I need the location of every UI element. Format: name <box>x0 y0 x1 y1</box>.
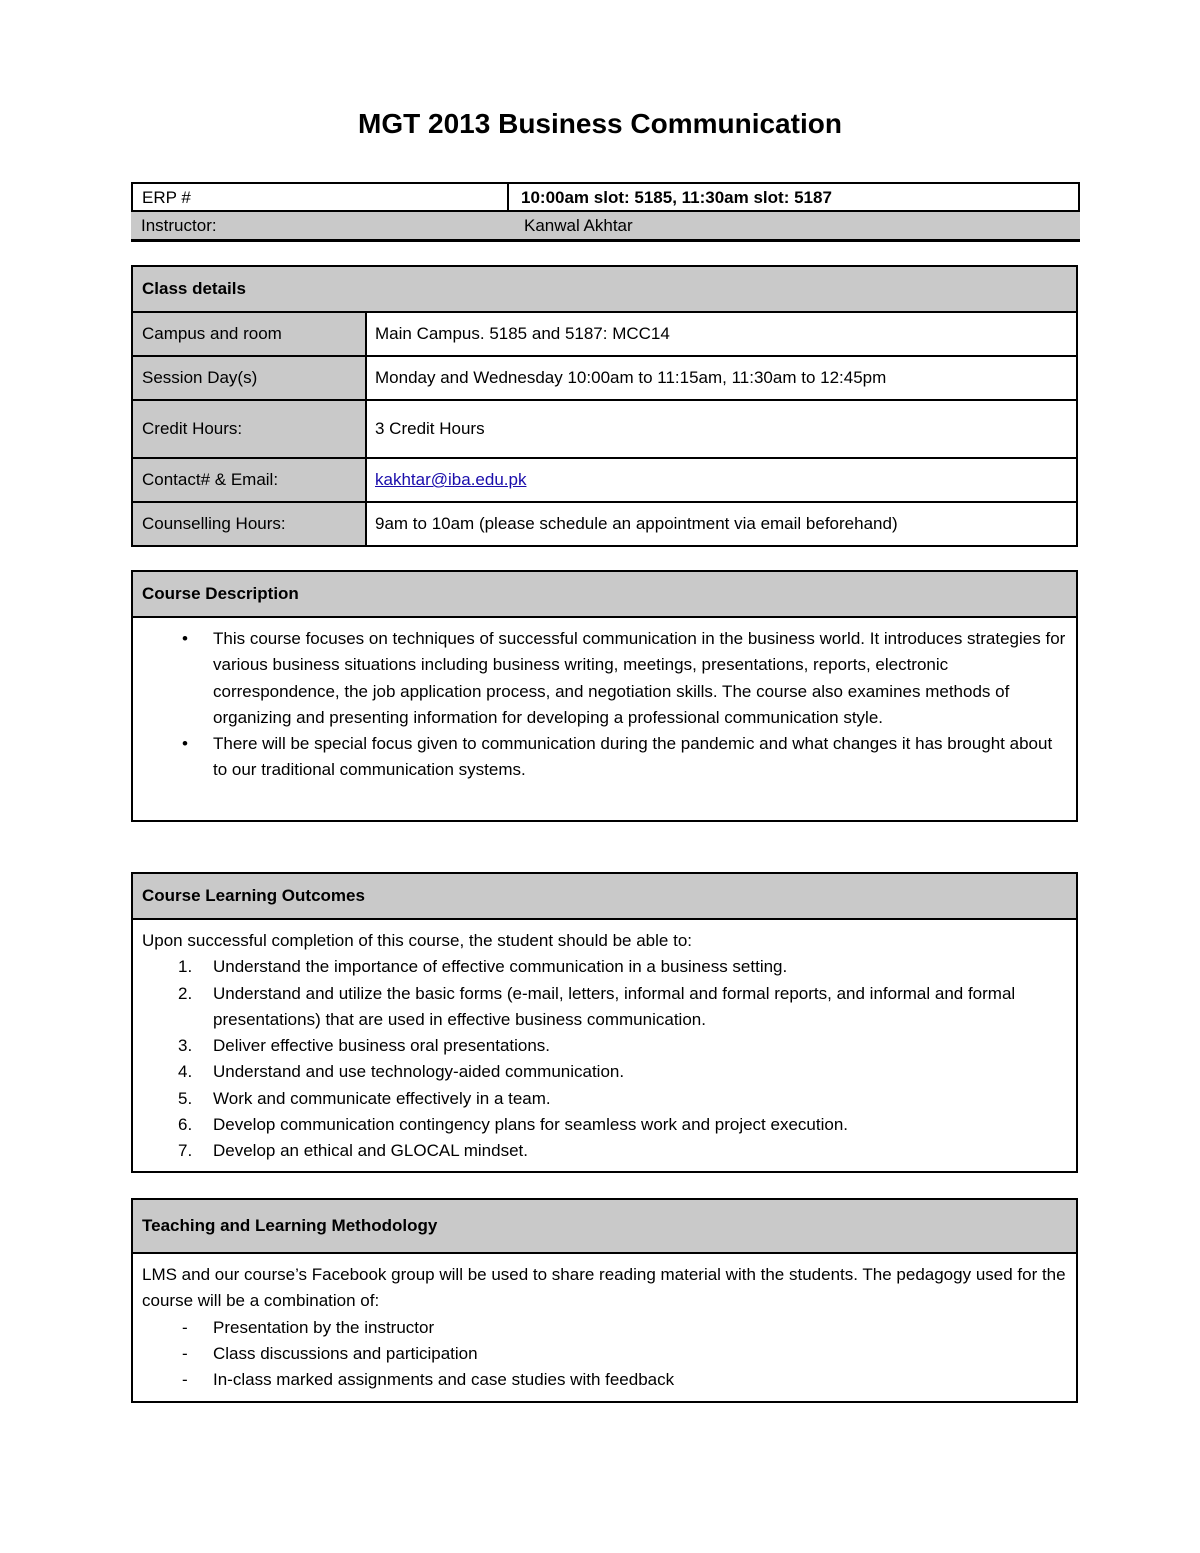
method-text: Presentation by the instructor <box>213 1317 435 1337</box>
dash-icon: - <box>182 1370 188 1390</box>
erp-table <box>131 182 1080 242</box>
outcome-text: Develop an ethical and GLOCAL mindset. <box>213 1141 528 1161</box>
methodology-body <box>133 1254 1076 1401</box>
contact-label: Contact# & Email: <box>133 459 367 501</box>
campus-label: Campus and room <box>133 313 367 355</box>
dash-icon: - <box>182 1317 188 1337</box>
counselling-label: Counselling Hours: <box>133 503 367 545</box>
contact-value <box>367 459 1076 501</box>
list-item <box>142 731 1067 784</box>
description-text: This course focuses on techniques of successful communication in the business world. It introduces strategies for various business situations including business writing, meetings, presentations, reports, electronic correspondence, the job application process, and negotiation skills. The course also examines methods of organizing and presenting information for developing a professional communication style. <box>213 629 1066 727</box>
table-row <box>133 501 1076 545</box>
session-days-label: Session Day(s) <box>133 357 367 399</box>
instructor-label: Instructor: <box>141 216 217 235</box>
outcome-text: Deliver effective business oral presentations. <box>213 1036 551 1056</box>
instructor-value: Kanwal Akhtar <box>524 216 633 235</box>
course-description-body <box>133 618 1076 792</box>
credit-hours-value: 3 Credit Hours <box>375 419 485 438</box>
methodology-intro: LMS and our course’s Facebook group will be used to share reading material with the students. The pedagogy used for the course will be a combination of: <box>142 1265 1066 1311</box>
list-item <box>142 1315 1067 1341</box>
list-item <box>142 1059 1067 1085</box>
course-description-header: Course Description <box>133 572 1076 618</box>
instructor-row <box>131 212 1080 242</box>
outcome-text: Understand the importance of effective communication in a business setting. <box>213 957 788 977</box>
outcome-text: Understand and use technology-aided communication. <box>213 1062 625 1082</box>
campus-value: Main Campus. 5185 and 5187: MCC14 <box>375 324 670 343</box>
table-row <box>133 311 1076 355</box>
list-item <box>142 1112 1067 1138</box>
method-text: Class discussions and participation <box>213 1343 478 1363</box>
list-item <box>142 954 1067 980</box>
class-details-header: Class details <box>133 267 1076 311</box>
page-title: MGT 2013 Business Communication <box>358 108 842 139</box>
outcome-text: Work and communicate effectively in a team. <box>213 1088 551 1108</box>
list-item <box>142 1138 1067 1164</box>
bullet-icon: • <box>182 734 188 754</box>
course-description-box <box>131 570 1078 822</box>
list-item <box>142 1341 1067 1367</box>
methodology-box <box>131 1198 1078 1403</box>
learning-outcomes-header: Course Learning Outcomes <box>133 874 1076 920</box>
description-text: There will be special focus given to communication during the pandemic and what changes it has brought about to our traditional communication systems. <box>213 734 1053 780</box>
list-number: 2. <box>178 983 193 1003</box>
list-item <box>142 1033 1067 1059</box>
list-number: 6. <box>178 1115 193 1135</box>
erp-value: 10:00am slot: 5185, 11:30am slot: 5187 <box>509 182 1080 212</box>
list-item <box>142 1367 1067 1393</box>
erp-label: ERP # <box>131 182 509 212</box>
list-number: 4. <box>178 1062 193 1082</box>
email-link[interactable]: kakhtar@iba.edu.pk <box>375 470 527 489</box>
list-number: 7. <box>178 1141 193 1161</box>
erp-row <box>131 182 1080 212</box>
outcome-text: Develop communication contingency plans for seamless work and project execution. <box>213 1115 848 1135</box>
class-details-table <box>131 265 1078 547</box>
list-item <box>142 1086 1067 1112</box>
learning-outcomes-box <box>131 872 1078 1173</box>
list-item <box>142 981 1067 1034</box>
list-number: 1. <box>178 957 193 977</box>
learning-outcomes-body <box>133 920 1076 1173</box>
learning-outcomes-intro: Upon successful completion of this course, the student should be able to: <box>142 931 692 950</box>
credit-hours-label: Credit Hours: <box>133 401 367 457</box>
table-row <box>133 355 1076 399</box>
outcome-text: Understand and utilize the basic forms (e-mail, letters, informal and formal reports, and informal and formal presentations) that are used in effective business communication. <box>213 983 1016 1029</box>
methodology-header: Teaching and Learning Methodology <box>133 1200 1076 1254</box>
list-number: 5. <box>178 1088 193 1108</box>
method-text: In-class marked assignments and case studies with feedback <box>213 1370 675 1390</box>
table-row <box>133 457 1076 501</box>
counselling-value: 9am to 10am (please schedule an appointment via email beforehand) <box>375 514 898 533</box>
session-days-value: Monday and Wednesday 10:00am to 11:15am, 11:30am to 12:45pm <box>375 368 887 387</box>
list-number: 3. <box>178 1036 193 1056</box>
table-row <box>133 399 1076 457</box>
bullet-icon: • <box>182 629 188 648</box>
dash-icon: - <box>182 1343 188 1363</box>
list-item <box>142 626 1067 731</box>
